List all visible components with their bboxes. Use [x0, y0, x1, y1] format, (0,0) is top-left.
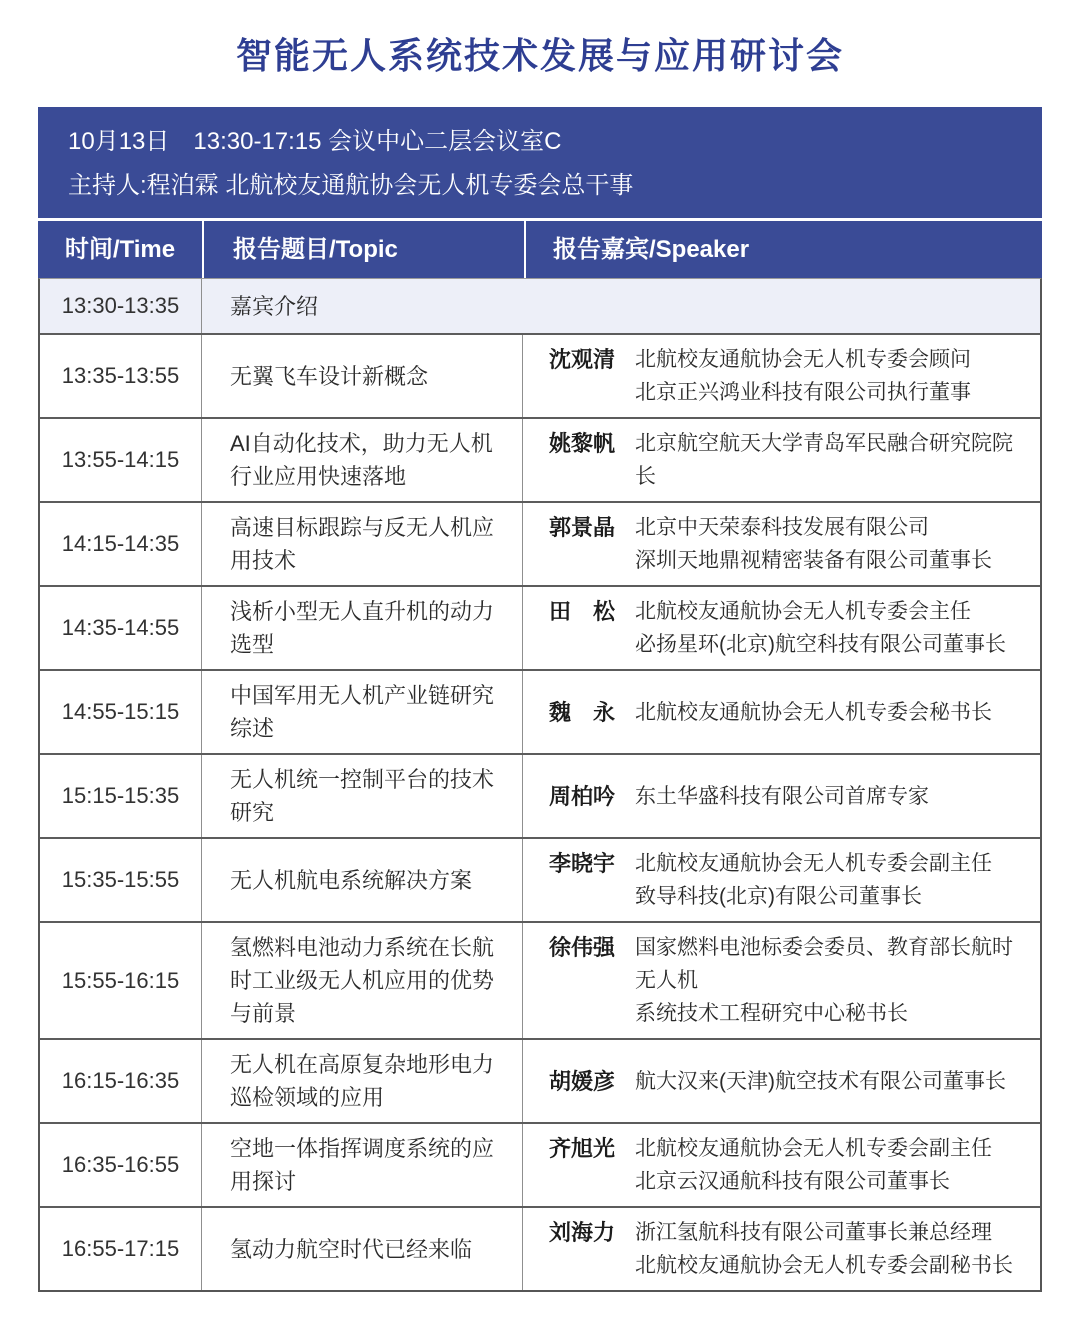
speaker-name: 魏 永	[549, 699, 616, 725]
session-speaker	[523, 1040, 1040, 1122]
speaker-affiliation: 北京中天荣泰科技发展有限公司 深圳天地鼎视精密装备有限公司董事长	[635, 516, 993, 573]
agenda-row	[40, 279, 1040, 333]
speaker-affiliation: 北京航空航天大学青岛军民融合研究院院长	[635, 432, 1014, 489]
speaker-affiliation: 北航校友通航协会无人机专委会副主任 北京云汉通航科技有限公司董事长	[635, 1137, 993, 1194]
session-topic: 中国军用无人机产业链研究综述	[202, 671, 523, 753]
session-speaker	[523, 503, 1040, 585]
speaker-name: 周柏吟	[549, 783, 616, 809]
speaker-name: 田 松	[549, 599, 616, 625]
session-host: 主持人:程泊霖 北航校友通航协会无人机专委会总干事	[68, 172, 634, 200]
session-speaker	[523, 587, 1040, 669]
session-time: 14:35-14:55	[40, 587, 202, 669]
agenda-row	[40, 753, 1040, 837]
column-header-time: 时间/Time	[64, 236, 176, 264]
agenda-row	[40, 1038, 1040, 1122]
speaker-name: 沈观清	[549, 347, 616, 373]
session-speaker	[523, 335, 1040, 417]
agenda-row	[40, 1122, 1040, 1206]
agenda-table	[38, 221, 1042, 1292]
session-topic: 高速目标跟踪与反无人机应用技术	[202, 503, 523, 585]
session-topic: 无人机航电系统解决方案	[202, 839, 523, 921]
agenda-row	[40, 333, 1040, 417]
session-topic: 无人机统一控制平台的技术研究	[202, 755, 523, 837]
session-topic: 浅析小型无人直升机的动力选型	[202, 587, 523, 669]
session-time: 16:35-16:55	[40, 1124, 202, 1206]
agenda-row	[40, 501, 1040, 585]
speaker-name: 齐旭光	[549, 1136, 616, 1162]
session-topic: 嘉宾介绍	[230, 293, 319, 319]
speaker-name: 姚黎帆	[549, 431, 616, 457]
speaker-affiliation: 北航校友通航协会无人机专委会顾问 北京正兴鸿业科技有限公司执行董事	[635, 348, 972, 405]
session-time: 13:30-13:35	[40, 279, 202, 333]
speaker-name: 刘海力	[549, 1220, 616, 1246]
speaker-affiliation: 浙江氢航科技有限公司董事长兼总经理 北航校友通航协会无人机专委会副秘书长	[635, 1221, 1014, 1278]
session-topic: 无翼飞车设计新概念	[202, 335, 523, 417]
speaker-affiliation: 航大汉来(天津)航空技术有限公司董事长	[635, 1069, 1007, 1093]
speaker-affiliation: 国家燃料电池标委会委员、教育部长航时无人机 系统技术工程研究中心秘书长	[635, 936, 1014, 1026]
agenda-row	[40, 669, 1040, 753]
session-time: 15:35-15:55	[40, 839, 202, 921]
speaker-name: 徐伟强	[549, 935, 616, 961]
speaker-name: 胡媛彦	[549, 1068, 616, 1094]
speaker-affiliation: 北航校友通航协会无人机专委会副主任 致导科技(北京)有限公司董事长	[635, 852, 993, 909]
session-datetime-location: 10月13日 13:30-17:15 会议中心二层会议室C	[68, 128, 562, 156]
session-time: 15:15-15:35	[40, 755, 202, 837]
column-header-topic: 报告题目/Topic	[202, 221, 524, 278]
session-topic: 氢燃料电池动力系统在长航时工业级无人机应用的优势与前景	[202, 923, 523, 1038]
session-time: 16:55-17:15	[40, 1208, 202, 1290]
session-speaker	[523, 1124, 1040, 1206]
agenda-row	[40, 585, 1040, 669]
session-info-banner	[38, 107, 1042, 218]
session-time: 14:15-14:35	[40, 503, 202, 585]
session-topic: 空地一体指挥调度系统的应用探讨	[202, 1124, 523, 1206]
session-time: 13:55-14:15	[40, 419, 202, 501]
speaker-affiliation: 北航校友通航协会无人机专委会秘书长	[635, 700, 993, 724]
session-time: 13:35-13:55	[40, 335, 202, 417]
session-speaker	[523, 839, 1040, 921]
session-time: 16:15-16:35	[40, 1040, 202, 1122]
speaker-affiliation: 东土华盛科技有限公司首席专家	[635, 784, 930, 808]
session-speaker	[523, 923, 1040, 1038]
column-header-speaker: 报告嘉宾/Speaker	[524, 221, 1042, 278]
session-speaker	[523, 419, 1040, 501]
session-topic: 氢动力航空时代已经来临	[202, 1208, 523, 1290]
agenda-row	[40, 921, 1040, 1038]
speaker-name: 郭景晶	[549, 515, 616, 541]
speaker-name: 李晓宇	[549, 851, 616, 877]
session-time: 15:55-16:15	[40, 923, 202, 1038]
session-topic: AI自动化技术，助力无人机行业应用快速落地	[202, 419, 523, 501]
agenda-row	[40, 837, 1040, 921]
agenda-header-row	[38, 221, 1042, 278]
speaker-affiliation: 北航校友通航协会无人机专委会主任 必扬星环(北京)航空科技有限公司董事长	[635, 600, 1007, 657]
session-time: 14:55-15:15	[40, 671, 202, 753]
agenda-body	[38, 278, 1042, 1292]
page-title: 智能无人系统技术发展与应用研讨会	[235, 35, 844, 76]
agenda-row	[40, 417, 1040, 501]
session-speaker	[523, 755, 1040, 837]
agenda-row	[40, 1206, 1040, 1290]
session-topic: 无人机在高原复杂地形电力巡检领域的应用	[202, 1040, 523, 1122]
session-speaker	[523, 1208, 1040, 1290]
session-speaker	[523, 671, 1040, 753]
